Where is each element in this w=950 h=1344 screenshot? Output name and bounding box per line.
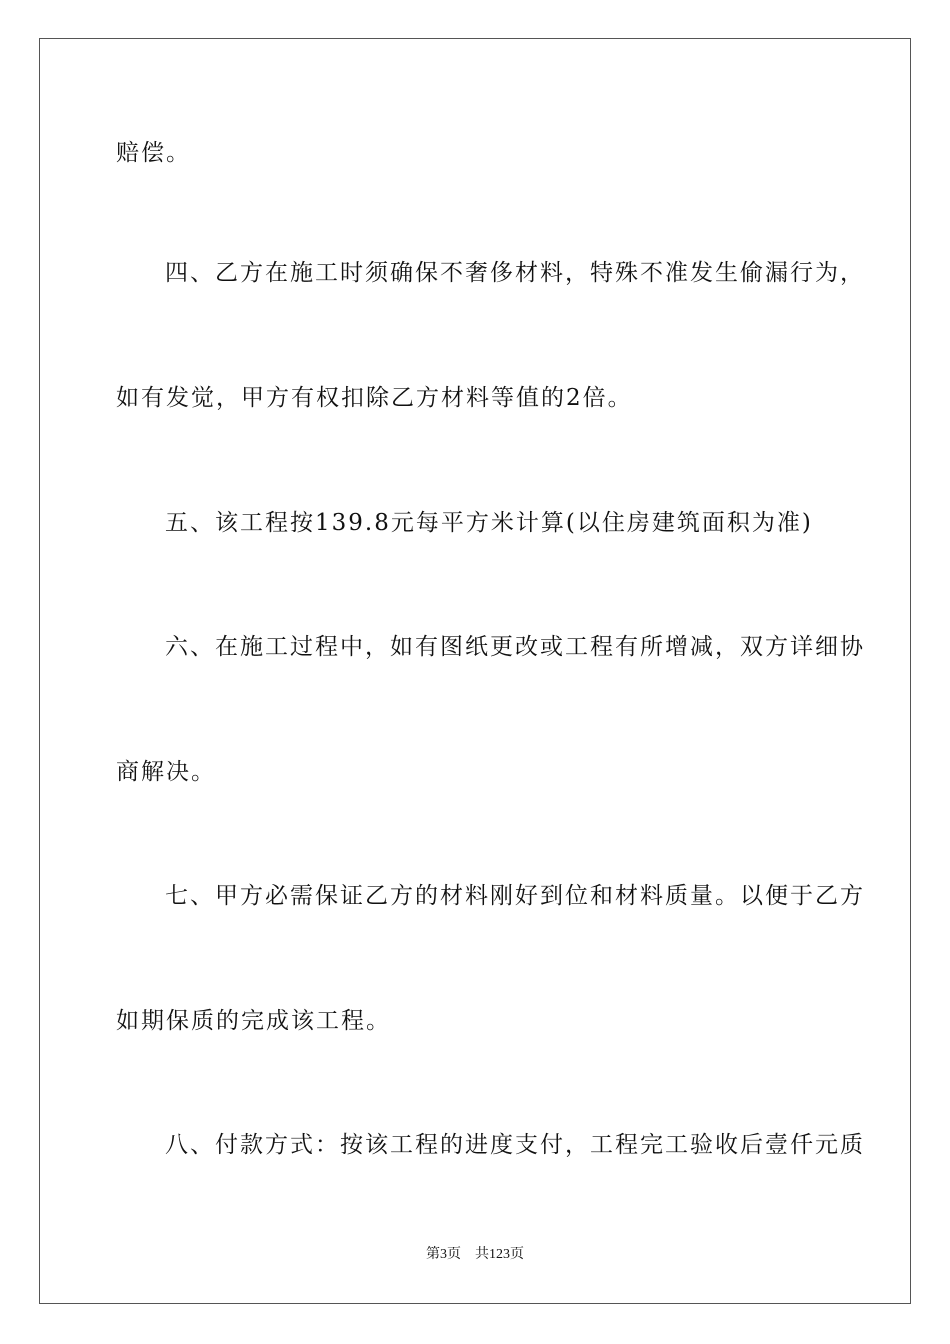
text-line: 六、在施工过程中，如有图纸更改或工程有所增减，双方详细协 [165, 634, 865, 660]
text-line: 如期保质的完成该工程。 [116, 1008, 391, 1034]
text-line: 商解决。 [116, 759, 216, 785]
page-border [39, 38, 911, 1304]
page-footer [0, 1245, 950, 1265]
text-line: 八、付款方式：按该工程的进度支付，工程完工验收后壹仟元质 [165, 1132, 865, 1158]
text-line: 四、乙方在施工时须确保不奢侈材料，特殊不准发生偷漏行为， [165, 260, 865, 286]
text-line: 如有发觉，甲方有权扣除乙方材料等值的2倍。 [116, 385, 633, 411]
total-page-count: 共123页 [475, 1247, 524, 1262]
text-line: 七、甲方必需保证乙方的材料刚好到位和材料质量。以便于乙方 [165, 883, 865, 909]
text-line: 五、该工程按139.8元每平方米计算(以住房建筑面积为准) [165, 510, 813, 536]
current-page-number: 第3页 [426, 1247, 461, 1262]
text-line: 赔偿。 [116, 140, 191, 166]
